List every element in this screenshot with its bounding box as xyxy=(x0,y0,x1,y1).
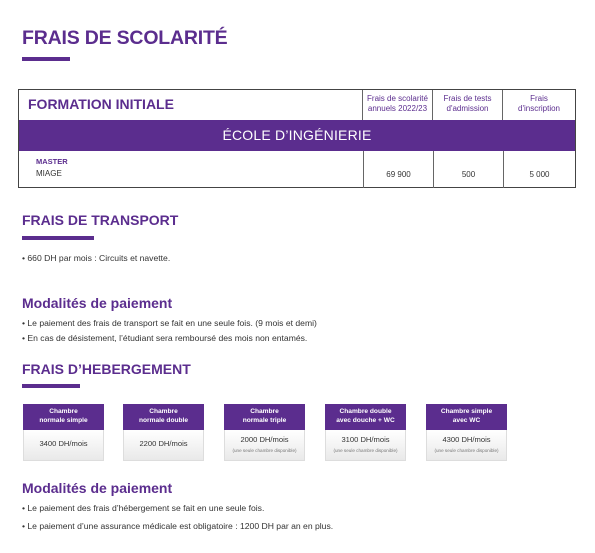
table-heading: FORMATION INITIALE xyxy=(28,96,174,112)
card-title: Chambre normale simple xyxy=(23,404,104,430)
transport-underline xyxy=(22,236,94,240)
card-body xyxy=(23,430,104,461)
col-header-tests: Frais de tests d'admission xyxy=(433,90,503,120)
card-title: Chambre normale triple xyxy=(224,404,305,430)
payment2-bullet-1: • Le paiement des frais d’hébergement se fait en une seule fois. xyxy=(22,503,265,513)
housing-card xyxy=(23,404,104,461)
card-body xyxy=(325,430,406,461)
card-body xyxy=(224,430,305,461)
school-band: ÉCOLE D’INGÉNIERIE xyxy=(19,120,575,151)
card-body xyxy=(426,430,507,461)
housing-underline xyxy=(22,384,80,388)
card-note: (une seule chambre disponible) xyxy=(232,448,297,453)
card-price: 2200 DH/mois xyxy=(139,439,188,448)
payment1-bullet-1: • Le paiement des frais de transport se fait en une seule fois. (9 mois et demi) xyxy=(22,318,317,328)
page-title: FRAIS DE SCOLARITÉ xyxy=(22,27,228,49)
housing-card xyxy=(123,404,204,461)
fees-table xyxy=(18,89,576,188)
payment2-title: Modalités de paiement xyxy=(22,480,173,496)
card-title: Chambre normale double xyxy=(123,404,204,430)
row-sublabel: MIAGE xyxy=(36,169,62,178)
housing-card xyxy=(224,404,305,461)
value-registration: 5 000 xyxy=(503,151,575,188)
table-heading-cell xyxy=(19,90,363,120)
card-title: Chambre simple avec WC xyxy=(426,404,507,430)
transport-title: FRAIS DE TRANSPORT xyxy=(22,212,179,228)
housing-title: FRAIS D’HEBERGEMENT xyxy=(22,361,191,377)
row-label: MASTER xyxy=(36,157,68,166)
payment1-bullet-2: • En cas de désistement, l’étudiant sera remboursé des mois non entamés. xyxy=(22,333,308,343)
value-tuition: 69 900 xyxy=(363,151,433,188)
card-title: Chambre double avec douche + WC xyxy=(325,404,406,430)
payment1-title: Modalités de paiement xyxy=(22,295,173,311)
card-price: 3100 DH/mois xyxy=(341,435,390,444)
transport-bullet: • 660 DH par mois : Circuits et navette. xyxy=(22,253,171,263)
title-underline xyxy=(22,57,70,61)
card-price: 2000 DH/mois xyxy=(240,435,289,444)
card-price: 4300 DH/mois xyxy=(442,435,491,444)
card-note: (une seule chambre disponible) xyxy=(434,448,499,453)
housing-card xyxy=(325,404,406,461)
card-price: 3400 DH/mois xyxy=(39,439,88,448)
col-header-tuition: Frais de scolarité annuels 2022/23 xyxy=(363,90,433,120)
housing-card xyxy=(426,404,507,461)
col-header-registration: Frais d'inscription xyxy=(518,94,560,113)
card-note: (une seule chambre disponible) xyxy=(333,448,398,453)
payment2-bullet-2: • Le paiement d’une assurance médicale est obligatoire : 1200 DH par an en plus. xyxy=(22,521,334,531)
card-body xyxy=(123,430,204,461)
value-tests: 500 xyxy=(433,151,503,188)
table-row xyxy=(19,151,575,188)
